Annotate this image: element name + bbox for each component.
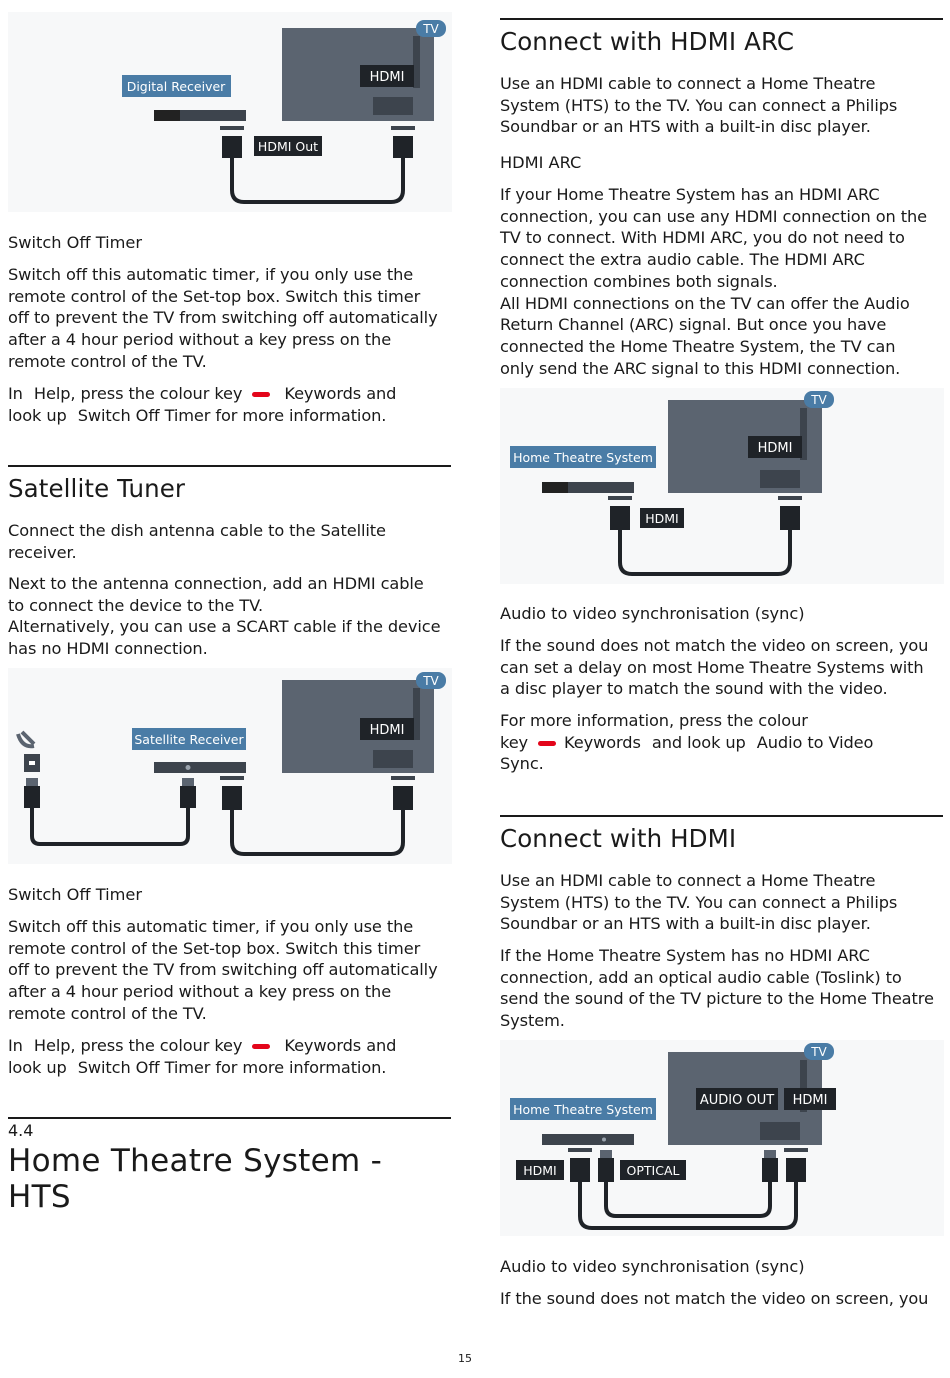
switch-off-timer-heading-2: Switch Off Timer bbox=[8, 885, 142, 904]
svg-text:HDMI: HDMI bbox=[369, 723, 405, 738]
sync-heading: Audio to video synchronisation (sync) bbox=[500, 604, 805, 623]
chapter-number: 4.4 bbox=[8, 1121, 34, 1140]
hdmi-cable-label bbox=[516, 1160, 564, 1180]
switch-off-timer-body: Switch off this automatic timer, if you only use the remote control of the Set-top box. Switch this timer off to prevent the TV from switching off automatically after a 4 hour period without a key press on the remote control of the TV. bbox=[8, 265, 438, 371]
device-label bbox=[510, 1098, 656, 1120]
satellite-para-2: Next to the antenna connection, add an HDMI cable to connect the device to the TV. Alternatively, you can use a SCART cable if the device has no HDMI connection. bbox=[8, 574, 441, 659]
svg-text:TV: TV bbox=[423, 674, 439, 688]
help-instruction-2: In Help, press the colour key Keywords and look up Switch Off Timer for more information. bbox=[8, 1036, 397, 1077]
hdmi-arc-intro: Use an HDMI cable to connect a Home Theatre System (HTS) to the TV. You can connect a Philips Soundbar or an HTS with a built-in disc player. bbox=[500, 74, 898, 137]
audio-out-label bbox=[696, 1088, 778, 1110]
hdmi-arc-body: If your Home Theatre System has an HDMI ARC connection, you can use any HDMI connection on the TV to connect. With HDMI ARC, you do not need to connect the extra audio cable. The HDMI ARC connection combines both signals. All HDMI connections on the TV can offer the Audio Return Channel (ARC) signal. But once you have connected the Home Theatre System, the TV can only send the ARC signal to this HDMI connection. bbox=[500, 185, 928, 378]
svg-text:TV: TV bbox=[423, 22, 439, 36]
help-instruction: In Help, press the colour key Keywords and look up Switch Off Timer for more information. bbox=[8, 384, 397, 425]
chapter-divider bbox=[8, 1117, 451, 1119]
satellite-tuner-heading: Satellite Tuner bbox=[8, 474, 186, 503]
hdmi-arc-subheading: HDMI ARC bbox=[500, 153, 582, 172]
hts-hdmi-arc-diagram bbox=[500, 388, 944, 584]
hdmi-port-label bbox=[784, 1088, 836, 1110]
sync-body-2: If the sound does not match the video on screen, you bbox=[500, 1289, 929, 1308]
optical-cable-label bbox=[620, 1160, 686, 1180]
hdmi-port-label bbox=[748, 436, 802, 458]
satellite-receiver-diagram bbox=[8, 668, 452, 864]
tv-badge bbox=[416, 672, 446, 689]
satellite-para-1: Connect the dish antenna cable to the Satellite receiver. bbox=[8, 521, 386, 562]
section-divider bbox=[500, 18, 943, 20]
section-divider bbox=[8, 465, 451, 467]
svg-text:Home Theatre System: Home Theatre System bbox=[513, 450, 653, 465]
red-colour-key-icon bbox=[252, 1044, 270, 1049]
tv-badge bbox=[804, 391, 834, 408]
hdmi-port-label bbox=[360, 65, 414, 87]
device-label bbox=[510, 446, 656, 468]
svg-text:Satellite Receiver: Satellite Receiver bbox=[134, 732, 244, 747]
section-divider-2 bbox=[500, 815, 943, 817]
hdmi-port-label bbox=[360, 718, 414, 740]
receiver-box bbox=[154, 762, 246, 773]
svg-text:TV: TV bbox=[811, 1045, 827, 1059]
svg-text:AUDIO OUT: AUDIO OUT bbox=[699, 1093, 775, 1108]
device-label bbox=[132, 728, 246, 750]
switch-off-timer-heading: Switch Off Timer bbox=[8, 233, 142, 252]
switch-off-timer-body-2: Switch off this automatic timer, if you only use the remote control of the Set-top box. Switch this timer off to prevent the TV from switching off automatically after a 4 hour period without a key press on the remote control of the TV. bbox=[8, 917, 438, 1023]
svg-text:HDMI: HDMI bbox=[523, 1163, 557, 1178]
hts-hdmi-optical-diagram bbox=[500, 1040, 944, 1236]
cable-label bbox=[254, 136, 322, 156]
sync-heading-2: Audio to video synchronisation (sync) bbox=[500, 1257, 805, 1276]
connect-hdmi-heading: Connect with HDMI bbox=[500, 824, 737, 853]
chapter-title: Home Theatre System - HTS bbox=[8, 1143, 383, 1215]
hts-box bbox=[542, 1134, 634, 1145]
cable-label bbox=[640, 508, 684, 528]
red-colour-key-icon bbox=[538, 741, 556, 746]
tv-badge bbox=[416, 20, 446, 37]
connect-hdmi-para-2: If the Home Theatre System has no HDMI ARC connection, add an optical audio cable (Toslink) to send the sound of the TV picture to the Home Theatre System. bbox=[500, 946, 934, 1031]
sync-body: If the sound does not match the video on screen, you can set a delay on most Home Theatre Systems with a disc player to match the sound with the video. bbox=[500, 636, 929, 699]
svg-text:HDMI: HDMI bbox=[369, 70, 405, 85]
svg-text:Digital Receiver: Digital Receiver bbox=[126, 79, 226, 94]
hdmi-arc-heading: Connect with HDMI ARC bbox=[500, 27, 795, 56]
svg-text:TV: TV bbox=[811, 393, 827, 407]
page-number: 15 bbox=[458, 1352, 472, 1365]
device-label bbox=[122, 75, 231, 97]
svg-text:HDMI Out: HDMI Out bbox=[257, 139, 319, 154]
svg-text:HDMI: HDMI bbox=[757, 441, 793, 456]
svg-text:OPTICAL: OPTICAL bbox=[626, 1163, 680, 1178]
tv-badge bbox=[804, 1043, 834, 1060]
digital-receiver-diagram bbox=[8, 12, 452, 212]
svg-text:HDMI: HDMI bbox=[792, 1093, 828, 1108]
red-colour-key-icon bbox=[252, 392, 270, 397]
svg-text:Home Theatre System: Home Theatre System bbox=[513, 1102, 653, 1117]
sync-help: For more information, press the colour key Keywords and look up Audio to Video Sync. bbox=[500, 711, 874, 774]
connect-hdmi-para-1: Use an HDMI cable to connect a Home Theatre System (HTS) to the TV. You can connect a Philips Soundbar or an HTS with a built-in disc player. bbox=[500, 871, 898, 934]
svg-text:HDMI: HDMI bbox=[645, 511, 679, 526]
